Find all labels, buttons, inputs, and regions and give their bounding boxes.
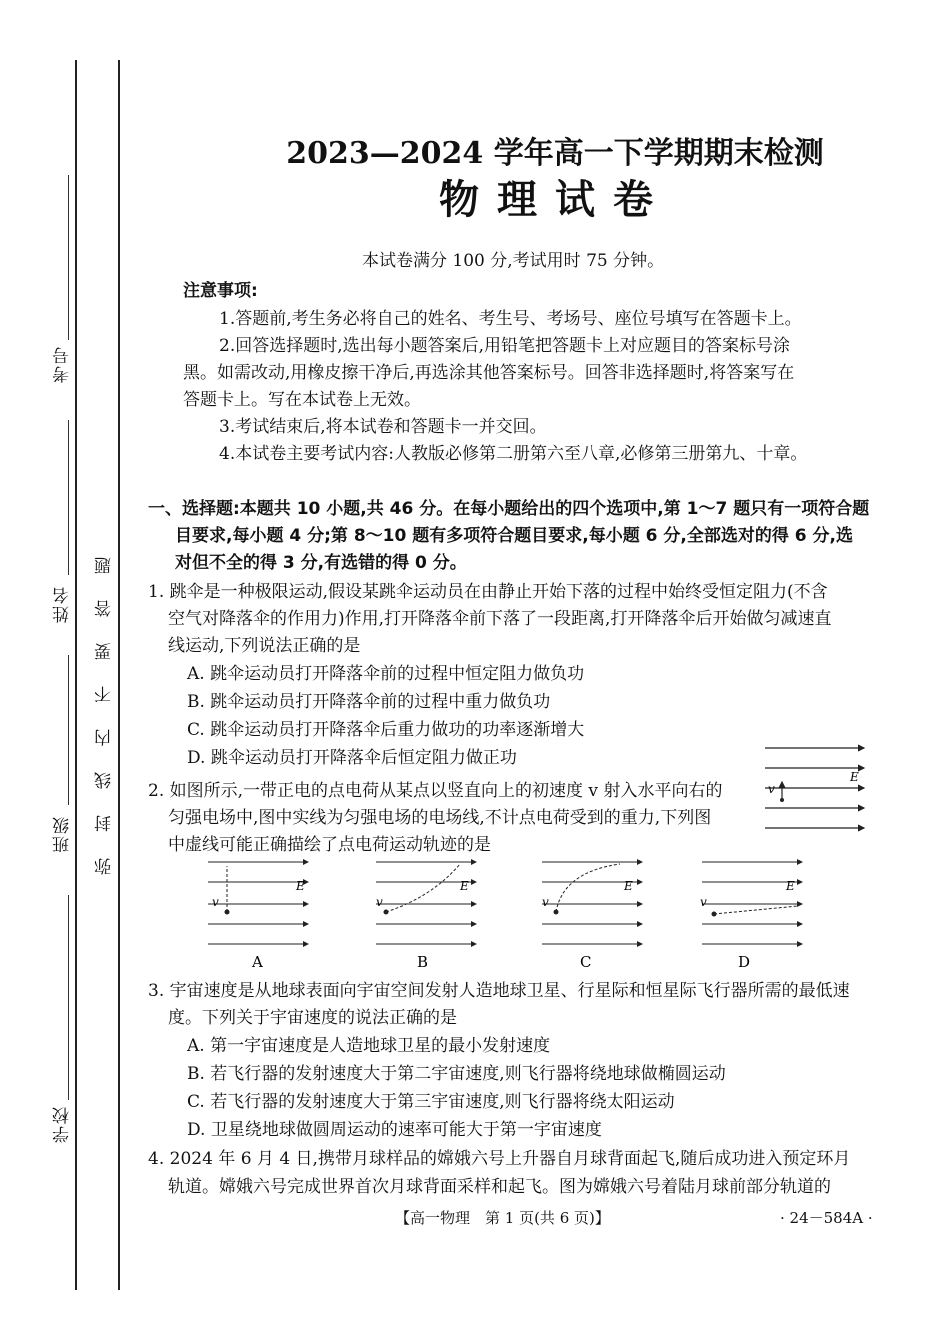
q2-main-figure — [760, 738, 870, 838]
q3-stem: 3. 宇宙速度是从地球表面向宇宙空间发射人造地球卫星、行星际和恒星际飞行器所需的最低速 — [148, 981, 850, 1001]
notice-line: 答题卡上。写在本试卷上无效。 — [183, 390, 421, 410]
subject-title: 物理试卷 — [439, 177, 671, 223]
q2-figure-d — [700, 862, 802, 971]
q1-option-d: D. 跳伞运动员打开降落伞后恒定阻力做正功 — [187, 748, 517, 768]
q2-stem: 匀强电场中,图中实线为匀强电场的电场线,不计点电荷受到的重力,下列图 — [168, 808, 712, 828]
svg-text:v: v — [700, 895, 707, 909]
exam-info: 本试卷满分 100 分,考试用时 75 分钟。 — [362, 251, 665, 271]
notice-line: 4.本试卷主要考试内容:人教版必修第二册第六至八章,必修第三册第九、十章。 — [219, 444, 808, 464]
q1-option-b: B. 跳伞运动员打开降落伞前的过程中重力做负功 — [187, 692, 551, 712]
class-label: 班级 — [53, 815, 73, 853]
q2-option-c-label: C — [580, 953, 592, 971]
q2-option-a-label: A — [252, 953, 263, 971]
q2-option-figures — [200, 852, 820, 972]
q3-stem: 度。下列关于宇宙速度的说法正确的是 — [168, 1008, 457, 1028]
svg-text:E: E — [624, 879, 633, 893]
q2-stem: 中虚线可能正确描绘了点电荷运动轨迹的是 — [168, 835, 491, 855]
q3-option-a: A. 第一宇宙速度是人造地球卫星的最小发射速度 — [187, 1036, 551, 1056]
svg-text:v: v — [542, 895, 549, 909]
class-underline — [68, 655, 69, 805]
name-label: 姓名 — [53, 585, 73, 623]
binding-line-outer — [75, 60, 77, 1290]
q4-stem: 4. 2024 年 6 月 4 日,携带月球样品的嫦娥六号上升器自月球背面起飞,随后成功进入预定环月 — [148, 1149, 851, 1169]
footer-code: · 24－584A · — [780, 1209, 873, 1227]
svg-text:E: E — [296, 879, 305, 893]
q2-label-e: E — [850, 770, 859, 784]
seal-notice: 弥封线内不要答题 — [95, 531, 115, 875]
notice-heading: 注意事项: — [183, 281, 258, 301]
exam-title: 2023—2024 学年高一下学期期末检测 — [286, 136, 824, 171]
q1-option-a: A. 跳伞运动员打开降落伞前的过程中恒定阻力做负功 — [187, 664, 585, 684]
svg-text:v: v — [212, 895, 219, 909]
q3-option-c: C. 若飞行器的发射速度大于第三宇宙速度,则飞行器将绕太阳运动 — [187, 1092, 675, 1112]
section-heading: 目要求,每小题 4 分;第 8～10 题有多项符合题目要求,每小题 6 分,全部选对的得 6 分,选 — [175, 526, 853, 546]
q2-figure-c — [542, 862, 642, 971]
q3-option-b: B. 若飞行器的发射速度大于第二宇宙速度,则飞行器将绕地球做椭圆运动 — [187, 1064, 726, 1084]
q1-option-c: C. 跳伞运动员打开降落伞后重力做功的功率逐渐增大 — [187, 720, 585, 740]
q2-stem: 2. 如图所示,一带正电的点电荷从某点以竖直向上的初速度 v 射入水平向右的 — [148, 781, 723, 801]
q4-stem: 轨道。嫦娥六号完成世界首次月球背面采样和起飞。图为嫦娥六号着陆月球前部分轨道的 — [168, 1177, 831, 1197]
name-underline — [68, 420, 69, 575]
q2-label-v: v — [768, 782, 775, 796]
footer-page: 【高一物理 第 1 页(共 6 页)】 — [395, 1209, 610, 1227]
school-label: 学校 — [53, 1105, 73, 1143]
q2-option-b-label: B — [417, 953, 429, 971]
q2-figure-a — [208, 862, 308, 971]
q2-option-d-label: D — [738, 953, 751, 971]
exam-no-label: 考号 — [53, 345, 73, 383]
q1-stem: 空气对降落伞的作用力)作用,打开降落伞前下落了一段距离,打开降落伞后开始做匀减速直 — [168, 609, 832, 629]
binding-line-inner — [118, 60, 120, 1290]
notice-line: 1.答题前,考生务必将自己的姓名、考生号、考场号、座位号填写在答题卡上。 — [219, 309, 802, 329]
svg-text:E: E — [460, 879, 469, 893]
q1-stem: 1. 跳伞是一种极限运动,假设某跳伞运动员在由静止开始下落的过程中始终受恒定阻力(不含 — [148, 582, 828, 602]
q2-figure-b — [376, 862, 476, 971]
q3-option-d: D. 卫星绕地球做圆周运动的速率可能大于第一宇宙速度 — [187, 1120, 602, 1140]
svg-text:v: v — [376, 895, 383, 909]
q1-stem: 线运动,下列说法正确的是 — [168, 636, 361, 656]
notice-line: 3.考试结束后,将本试卷和答题卡一并交回。 — [219, 417, 547, 437]
svg-text:E: E — [786, 879, 795, 893]
notice-line: 2.回答选择题时,选出每小题答案后,用铅笔把答题卡上对应题目的答案标号涂 — [219, 336, 791, 356]
notice-line: 黑。如需改动,用橡皮擦干净后,再选涂其他答案标号。回答非选择题时,将答案写在 — [183, 363, 795, 383]
school-underline — [68, 895, 69, 1100]
section-heading: 对但不全的得 3 分,有选错的得 0 分。 — [175, 553, 467, 573]
section-heading: 一、选择题:本题共 10 小题,共 46 分。在每小题给出的四个选项中,第 1～7 题只有一项符合题 — [148, 499, 870, 519]
